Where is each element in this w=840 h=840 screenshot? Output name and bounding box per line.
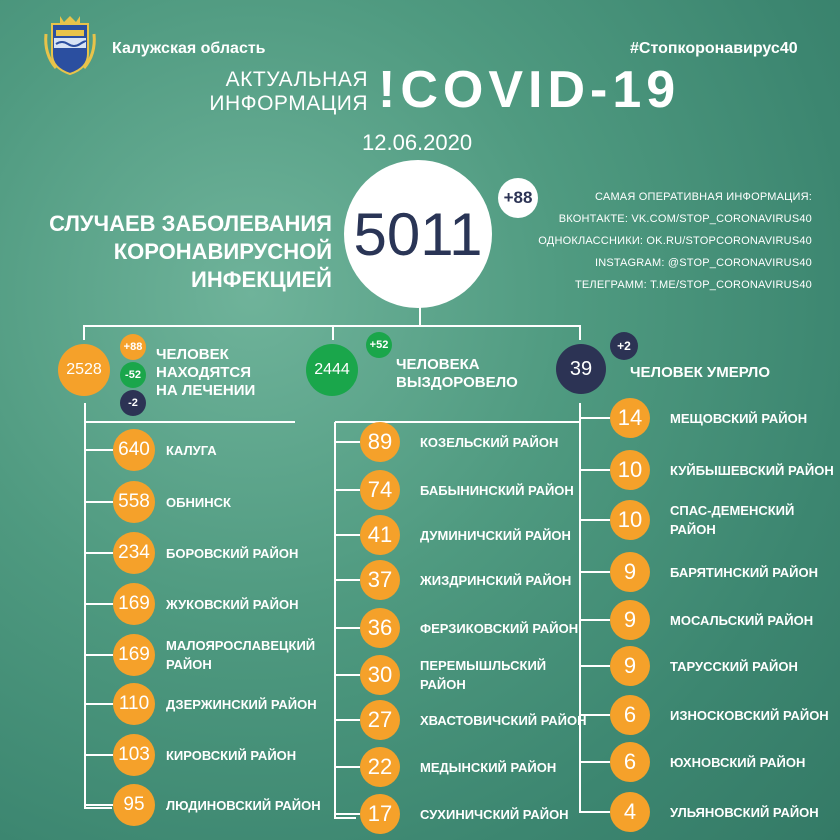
district-name	[420, 758, 556, 777]
district-name	[166, 636, 315, 674]
district-name-line1: ИЗНОСКОВСКИЙ РАЙОН	[670, 707, 829, 723]
district-value-circle: 4	[610, 792, 650, 832]
district-name	[166, 695, 317, 714]
covid-title: !COVID-19	[378, 61, 681, 119]
treatment-label-line3: НА ЛЕЧЕНИИ	[156, 382, 256, 399]
died-value-circle: 39	[556, 344, 606, 394]
district-name	[166, 595, 298, 614]
district-name-line2: РАЙОН	[420, 677, 466, 692]
treatment-label	[156, 346, 255, 400]
district-name-line2: РАЙОН	[670, 522, 716, 537]
district-name	[670, 611, 813, 630]
district-name	[166, 796, 321, 815]
district-name-line1: ХВАСТОВИЧСКИЙ РАЙОН	[420, 712, 587, 728]
district-value-circle: 89	[360, 422, 400, 462]
district-name-line1: СУХИНИЧСКИЙ РАЙОН	[420, 806, 569, 822]
treatment-delta-badge-1: +88	[120, 334, 146, 360]
district-name-line1: ДУМИНИЧСКИЙ РАЙОН	[420, 527, 571, 543]
district-value-circle: 41	[360, 515, 400, 555]
district-name	[670, 563, 818, 582]
district-value-circle: 169	[113, 583, 155, 625]
district-name	[420, 526, 571, 545]
district-value-circle: 9	[610, 600, 650, 640]
info-telegram: ТЕЛЕГРАММ: T.ME/STOP_CORONAVIRUS40	[574, 279, 812, 291]
district-name	[166, 493, 231, 512]
report-date: 12.06.2020	[362, 130, 473, 155]
district-name-line1: ФЕРЗИКОВСКИЙ РАЙОН	[420, 620, 579, 636]
died-label: ЧЕЛОВЕК УМЕРЛО	[630, 364, 770, 381]
recovered-label-line1: ЧЕЛОВЕКА	[396, 356, 480, 373]
district-name	[420, 619, 578, 638]
actual-info-label	[200, 68, 368, 116]
district-name	[420, 711, 587, 730]
cases-label-line2: КОРОНАВИРУСНОЙ ИНФЕКЦИЕЙ	[113, 239, 332, 292]
district-name	[670, 753, 805, 772]
district-name-line1: МЕЩОВСКИЙ РАЙОН	[670, 410, 808, 426]
district-name	[166, 746, 296, 765]
district-name	[670, 803, 819, 822]
district-name	[420, 571, 571, 590]
district-name-line1: МОСАЛЬСКИЙ РАЙОН	[670, 612, 814, 628]
district-name	[670, 706, 829, 725]
recovered-delta-badge: +52	[366, 332, 392, 358]
district-value-circle: 10	[610, 500, 650, 540]
district-name-line1: МАЛОЯРОСЛАВЕЦКИЙ	[166, 638, 316, 653]
district-name-line1: БОРОВСКИЙ РАЙОН	[166, 545, 299, 561]
recovered-label	[396, 356, 518, 392]
district-value-circle: 27	[360, 700, 400, 740]
treatment-delta-badge-3: -2	[120, 390, 146, 416]
district-name-line1: ЛЮДИНОВСКИЙ РАЙОН	[166, 797, 321, 813]
recovered-label-line2: ВЫЗДОРОВЕЛО	[396, 374, 518, 391]
district-value-circle: 103	[113, 734, 155, 776]
district-value-circle: 6	[610, 695, 650, 735]
coat-of-arms-logo	[42, 14, 98, 76]
info-block	[500, 186, 812, 296]
district-name	[670, 461, 834, 480]
info-heading: САМАЯ ОПЕРАТИВНАЯ ИНФОРМАЦИЯ:	[595, 191, 812, 203]
total-cases-delta-badge: +88	[498, 178, 538, 218]
info-ok: ОДНОКЛАССНИКИ: OK.RU/STOPCORONAVIRUS40	[538, 235, 812, 247]
district-name	[166, 544, 298, 563]
treatment-value-circle: 2528	[58, 344, 110, 396]
district-value-circle: 74	[360, 470, 400, 510]
district-name-line1: БАРЯТИНСКИЙ РАЙОН	[670, 564, 818, 580]
district-name-line1: КАЛУГА	[166, 442, 217, 458]
district-name-line1: ЖИЗДРИНСКИЙ РАЙОН	[420, 572, 572, 588]
recovered-value-circle: 2444	[306, 344, 358, 396]
district-name-line2: РАЙОН	[166, 657, 212, 672]
actual-line2: ИНФОРМАЦИЯ	[209, 92, 368, 115]
district-name	[670, 657, 798, 676]
died-delta-badge: +2	[610, 332, 638, 360]
district-name	[166, 441, 217, 460]
cases-label	[20, 210, 332, 294]
district-value-circle: 36	[360, 608, 400, 648]
district-value-circle: 22	[360, 747, 400, 787]
district-name-line1: ОБНИНСК	[166, 494, 231, 510]
district-name-line1: ЮХНОВСКИЙ РАЙОН	[670, 754, 806, 770]
district-value-circle: 169	[113, 634, 155, 676]
hashtag: #Стопкоронавирус40	[630, 40, 798, 57]
district-name	[420, 805, 569, 824]
district-value-circle: 9	[610, 552, 650, 592]
treatment-delta-badge-2: -52	[120, 362, 146, 388]
district-value-circle: 234	[113, 532, 155, 574]
district-name-line1: ДЗЕРЖИНСКИЙ РАЙОН	[166, 696, 317, 712]
district-name	[670, 501, 794, 539]
district-value-circle: 95	[113, 784, 155, 826]
district-value-circle: 9	[610, 646, 650, 686]
district-name-line1: МЕДЫНСКИЙ РАЙОН	[420, 759, 557, 775]
district-name-line1: КУЙБЫШЕВСКИЙ РАЙОН	[670, 462, 834, 478]
actual-line1: АКТУАЛЬНАЯ	[225, 68, 368, 91]
district-value-circle: 30	[360, 655, 400, 695]
district-name	[420, 656, 546, 694]
district-value-circle: 640	[113, 429, 155, 471]
district-name-line1: КОЗЕЛЬСКИЙ РАЙОН	[420, 434, 559, 450]
district-name	[670, 409, 807, 428]
district-value-circle: 6	[610, 742, 650, 782]
district-name-line1: ТАРУССКИЙ РАЙОН	[670, 658, 798, 674]
cases-label-line1: СЛУЧАЕВ ЗАБОЛЕВАНИЯ	[49, 211, 332, 236]
total-cases-circle: 5011	[344, 160, 492, 308]
district-name	[420, 481, 574, 500]
district-value-circle: 37	[360, 560, 400, 600]
info-instagram: INSTAGRAM: @STOP_CORONAVIRUS40	[594, 257, 812, 269]
region-name: Калужская область	[112, 40, 266, 57]
treatment-label-line1: ЧЕЛОВЕК	[156, 346, 229, 363]
district-value-circle: 17	[360, 794, 400, 834]
treatment-label-line2: НАХОДЯТСЯ	[156, 364, 251, 381]
district-name-line1: БАБЫНИНСКИЙ РАЙОН	[420, 482, 574, 498]
district-value-circle: 558	[113, 481, 155, 523]
district-value-circle: 14	[610, 398, 650, 438]
district-name	[420, 433, 558, 452]
info-vk: ВКОНТАКТЕ: VK.COM/STOP_CORONAVIRUS40	[558, 213, 812, 225]
district-name-line1: ПЕРЕМЫШЛЬСКИЙ	[420, 658, 547, 673]
district-value-circle: 10	[610, 450, 650, 490]
district-name-line1: ЖУКОВСКИЙ РАЙОН	[166, 596, 299, 612]
district-name-line1: УЛЬЯНОВСКИЙ РАЙОН	[670, 804, 819, 820]
district-name-line1: КИРОВСКИЙ РАЙОН	[166, 747, 297, 763]
district-value-circle: 110	[113, 683, 155, 725]
district-name-line1: СПАС-ДЕМЕНСКИЙ	[670, 503, 795, 518]
